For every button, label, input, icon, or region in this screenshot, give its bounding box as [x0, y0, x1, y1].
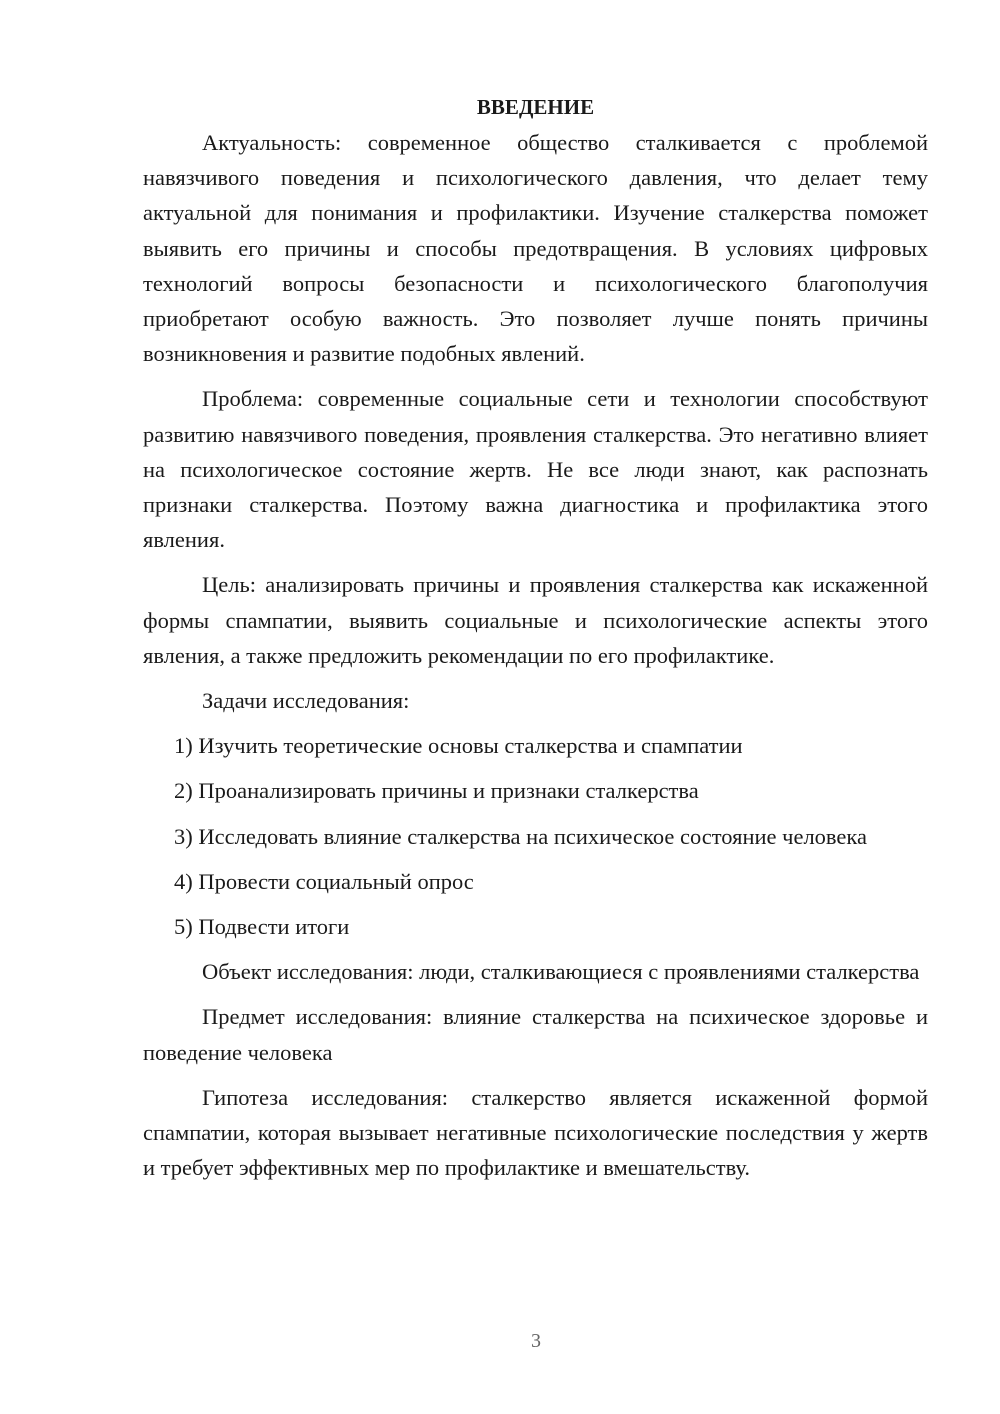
paragraph-object: Объект исследования: люди, сталкивающиеся с проявлениями сталкерства — [202, 959, 920, 985]
paragraph-hypothesis: Гипотеза исследования: сталкерство является искаженной формой спампатии, которая вызывает негативные психологические последствия у жертв и требует эффективных мер по профилактике и вмешательству. — [143, 1084, 928, 1181]
task-item-2: 2) Проанализировать причины и признаки сталкерства — [174, 778, 699, 804]
paragraph-problem: Проблема: современные социальные сети и технологии способствуют развитию навязчивого поведения, проявления сталкерства. Это негативно влияет на психологическое состояние жертв. Не все люди знают, как распознать признаки сталкерства. Поэтому важна диагностика и профилактика этого явления. — [143, 386, 928, 553]
task-item-5: 5) Подвести итоги — [174, 914, 350, 940]
page-number: 3 — [531, 1330, 541, 1352]
paragraph-relevance: Актуальность: современное общество сталкивается с проблемой навязчивого поведения и психологического давления, что делает тему актуальной для понимания и профилактики. Изучение сталкерства поможет выявить его причины и способы предотвращения. В условиях цифровых технологий вопросы безопасности и психологического благополучия приобретают особую важность. Это позволяет лучше понять причины возникновения и развитие подобных явлений. — [143, 130, 928, 367]
paragraph-subject: Предмет исследования: влияние сталкерства на психическое здоровье и поведение человека — [143, 1004, 928, 1065]
section-title: ВВЕДЕНИЕ — [476, 95, 595, 119]
task-item-1: 1) Изучить теоретические основы сталкерства и спампатии — [174, 733, 743, 759]
tasks-heading: Задачи исследования: — [202, 688, 410, 714]
paragraph-goal: Цель: анализировать причины и проявления сталкерства как искаженной формы спампатии, выявить социальные и психологические аспекты этого явления, а также предложить рекомендации по его профилактике. — [143, 572, 928, 668]
document-page — [143, 90, 928, 1195]
task-item-4: 4) Провести социальный опрос — [174, 868, 474, 894]
task-item-3: 3) Исследовать влияние сталкерства на психическое состояние человека — [174, 823, 867, 849]
